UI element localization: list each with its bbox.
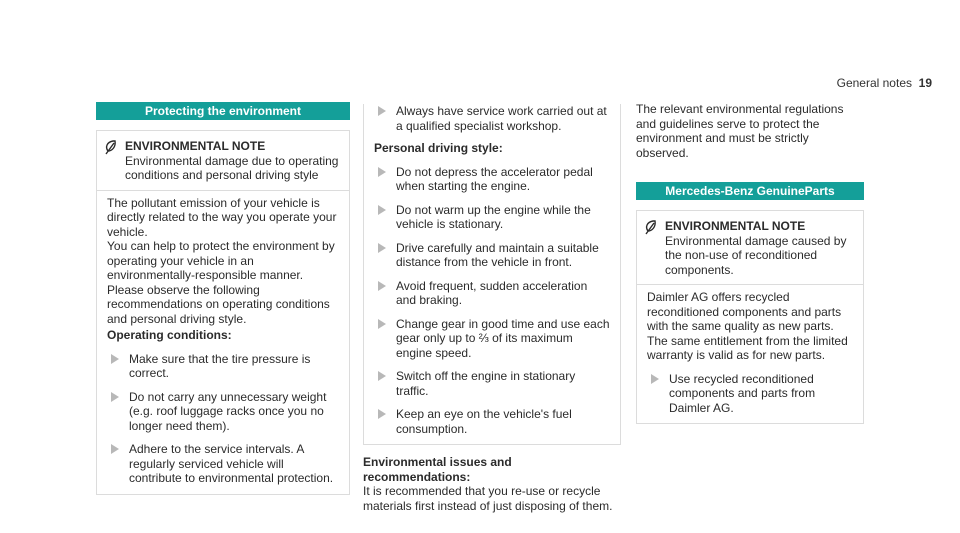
environmental-note bbox=[97, 131, 349, 191]
paragraph-pollutant: The pollutant emission of your vehicle is directly related to the way you operate your vehicle. bbox=[107, 195, 337, 239]
bullet-arrow-icon bbox=[378, 409, 386, 419]
bullet-arrow-icon bbox=[378, 371, 386, 381]
note-text: Environmental damage due to operating conditions and personal driving style bbox=[125, 153, 339, 182]
page-number: 19 bbox=[918, 76, 932, 90]
bullet-arrow-icon bbox=[651, 374, 659, 384]
paragraph-regulations: The relevant environmental regulations and guidelines serve to protect the environment and must be strictly observed. bbox=[636, 102, 844, 160]
bullet-list-service bbox=[374, 104, 610, 133]
subhead-environmental-issues: Environmental issues and recommendations: bbox=[363, 455, 512, 484]
column-driving-style bbox=[363, 102, 621, 513]
list-item: Always have service work carried out at a qualified specialist workshop. bbox=[374, 104, 610, 133]
list-item: Do not carry any unnecessary weight (e.g. roof luggage racks once you no longer need them). bbox=[107, 390, 339, 434]
environment-leaf-icon bbox=[644, 219, 658, 235]
note-body bbox=[97, 191, 349, 494]
bullet-list-parts bbox=[647, 372, 853, 416]
paragraph-daimler-offers: Daimler AG offers recycled reconditioned components and parts with the same quality as new parts. The same entitlement from the limited warranty is valid as for new parts. bbox=[647, 290, 848, 362]
bullet-arrow-icon bbox=[378, 319, 386, 329]
list-item: Make sure that the tire pressure is correct. bbox=[107, 352, 339, 381]
list-item: Drive carefully and maintain a suitable distance from the vehicle in front. bbox=[374, 241, 610, 270]
bullet-list-driving bbox=[374, 165, 610, 437]
bullet-arrow-icon bbox=[111, 354, 119, 364]
note-label: ENVIRONMENTAL NOTE bbox=[665, 219, 806, 233]
bullet-list-operating bbox=[107, 352, 339, 486]
bullet-arrow-icon bbox=[111, 444, 119, 454]
note-label: ENVIRONMENTAL NOTE bbox=[125, 139, 266, 153]
header-title: General notes bbox=[836, 76, 912, 90]
environmental-note bbox=[637, 211, 863, 285]
section-title-genuine-parts: Mercedes-Benz GenuineParts bbox=[636, 182, 864, 200]
list-item: Do not depress the accelerator pedal when starting the engine. bbox=[374, 165, 610, 194]
bullet-arrow-icon bbox=[378, 205, 386, 215]
driving-style-box bbox=[363, 104, 621, 445]
note-body bbox=[637, 285, 863, 423]
environmental-note-box bbox=[96, 130, 350, 495]
list-item: Avoid frequent, sudden acceleration and braking. bbox=[374, 279, 610, 308]
list-item: Change gear in good time and use each gear only up to ⅔ of its maximum engine speed. bbox=[374, 317, 610, 361]
note-text: Environmental damage caused by the non-use of reconditioned components. bbox=[665, 233, 847, 277]
bullet-arrow-icon bbox=[378, 281, 386, 291]
list-item: Keep an eye on the vehicle's fuel consumption. bbox=[374, 407, 610, 436]
column-genuine-parts bbox=[636, 102, 864, 424]
bullet-arrow-icon bbox=[378, 106, 386, 116]
bullet-arrow-icon bbox=[111, 392, 119, 402]
paragraph-recycle: It is recommended that you re-use or recycle materials first instead of just disposing of them. bbox=[363, 484, 613, 513]
environment-leaf-icon bbox=[104, 139, 118, 155]
list-item: Use recycled reconditioned components and parts from Daimler AG. bbox=[647, 372, 853, 416]
list-item: Do not warm up the engine while the vehicle is stationary. bbox=[374, 203, 610, 232]
column-protecting-environment bbox=[96, 102, 350, 495]
list-item: Switch off the engine in stationary traffic. bbox=[374, 369, 610, 398]
section-title-protecting-environment: Protecting the environment bbox=[96, 102, 350, 120]
bullet-arrow-icon bbox=[378, 243, 386, 253]
bullet-arrow-icon bbox=[378, 167, 386, 177]
paragraph-help: You can help to protect the environment by operating your vehicle in an environmentally-responsible manner. Please observe the following recommendations on operating conditions and personal driving style. bbox=[107, 239, 335, 326]
subhead-operating-conditions: Operating conditions: bbox=[107, 328, 232, 342]
subhead-personal-driving: Personal driving style: bbox=[374, 141, 503, 155]
list-item: Adhere to the service intervals. A regularly serviced vehicle will contribute to environmental protection. bbox=[107, 442, 339, 486]
environmental-note-box-parts bbox=[636, 210, 864, 424]
environmental-issues bbox=[363, 455, 621, 513]
